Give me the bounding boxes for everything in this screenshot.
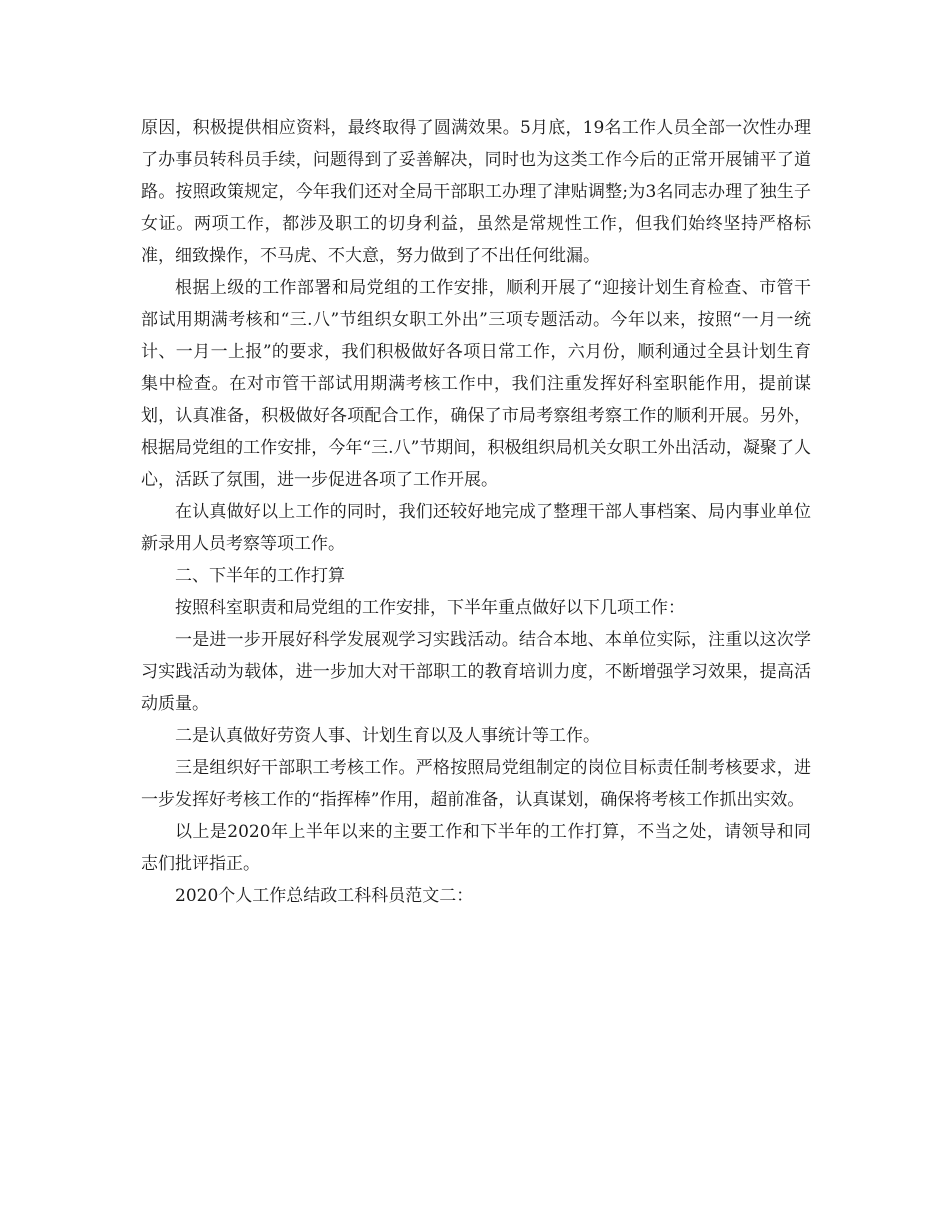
paragraph-other-work: 在认真做好以上工作的同时，我们还较好地完成了整理干部人事档案、局内事业单位新录用人员考察等项工作。 (141, 502, 811, 554)
document-body (141, 112, 811, 912)
paragraph-plan-intro: 按照科室职责和局党组的工作安排，下半年重点做好以下几项工作： (175, 598, 685, 618)
section-heading-second-half-plan: 二、下半年的工作打算 (175, 566, 345, 586)
paragraph-next-sample-title: 2020个人工作总结政工科科员范文二： (175, 886, 474, 906)
paragraph-plan-item-3: 三是组织好干部职工考核工作。严格按照局党组制定的岗位目标责任制考核要求，进一步发挥好考核工作的“指挥棒”作用，超前准备，认真谋划，确保将考核工作抓出实效。 (141, 758, 811, 810)
paragraph-plan-item-2: 二是认真做好劳资人事、计划生育以及人事统计等工作。 (175, 726, 600, 746)
paragraph-closing: 以上是2020年上半年以来的主要工作和下半年的工作打算，不当之处，请领导和同志们批评指正。 (141, 822, 811, 874)
paragraph-continued: 原因，积极提供相应资料，最终取得了圆满效果。5月底，19名工作人员全部一次性办理了办事员转科员手续，问题得到了妥善解决，同时也为这类工作今后的正常开展铺平了道路。按照政策规定，今年我们还对全局干部职工办理了津贴调整;为3名同志办理了独生子女证。两项工作，都涉及职工的切身利益，虽然是常规性工作，但我们始终坚持严格标准，细致操作，不马虎、不大意，努力做到了不出任何纰漏。 (141, 118, 811, 266)
paragraph-special-activities: 根据上级的工作部署和局党组的工作安排，顺利开展了“迎接计划生育检查、市管干部试用期满考核和“三.八”节组织女职工外出”三项专题活动。今年以来，按照“一月一统计、一月一上报”的要求，我们积极做好各项日常工作，六月份，顺利通过全县计划生育集中检查。在对市管干部试用期满考核工作中，我们注重发挥好科室职能作用，提前谋划，认真准备，积极做好各项配合工作，确保了市局考察组考察工作的顺利开展。另外，根据局党组的工作安排，今年“三.八”节期间，积极组织局机关女职工外出活动，凝聚了人心，活跃了氛围，进一步促进各项了工作开展。 (141, 278, 811, 490)
paragraph-plan-item-1: 一是进一步开展好科学发展观学习实践活动。结合本地、本单位实际，注重以这次学习实践活动为载体，进一步加大对干部职工的教育培训力度，不断增强学习效果，提高活动质量。 (141, 630, 811, 714)
